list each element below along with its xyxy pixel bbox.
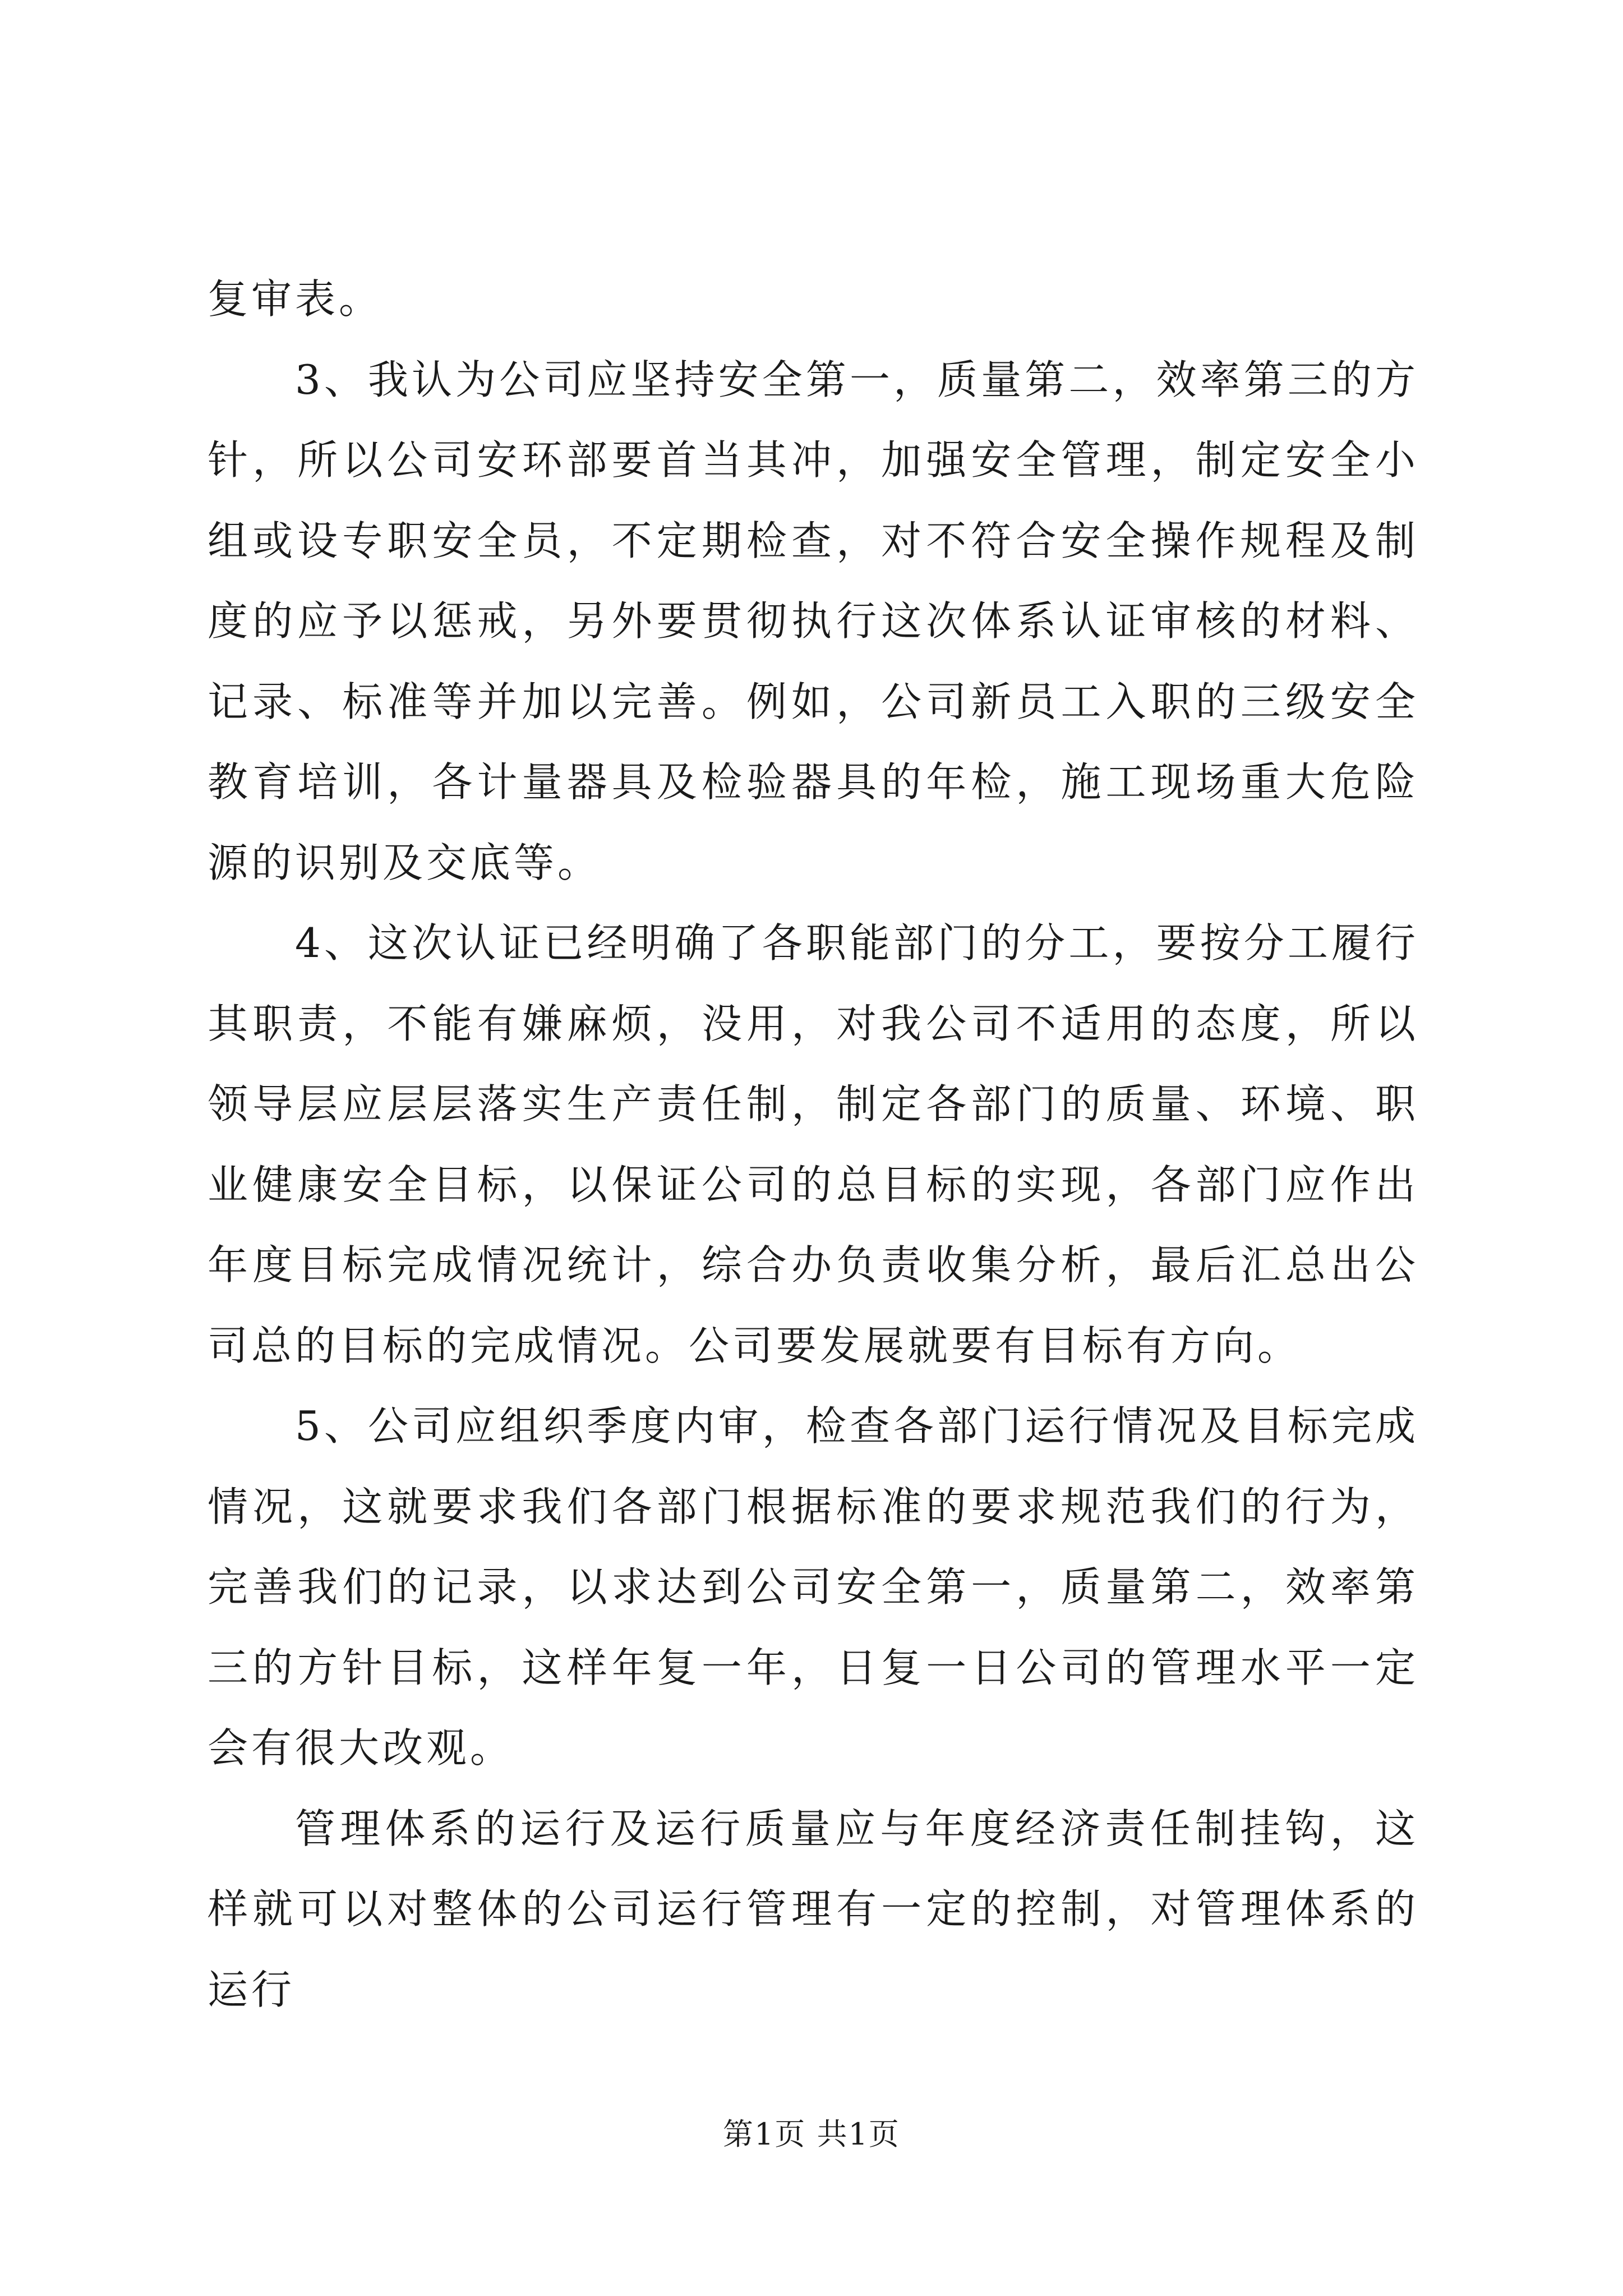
document-body xyxy=(208,259,1419,2030)
paragraph-management-system: 管理体系的运行及运行质量应与年度经济责任制挂钩，这样就可以对整体的公司运行管理有一定的控制，对管理体系的运行 xyxy=(208,1805,1419,2013)
paragraph-item-4: 4、这次认证已经明确了各职能部门的分工，要按分工履行其职责，不能有嫌麻烦，没用，对我公司不适用的态度，所以领导层应层层落实生产责任制，制定各部门的质量、环境、职业健康安全目标，以保证公司的总目标的实现，各部门应作出年度目标完成情况统计，综合办负责收集分析，最后汇总出公司总的目标的完成情况。公司要发展就要有目标有方向。 xyxy=(208,919,1419,1369)
page-number-footer: 第1页 共1页 xyxy=(723,2116,900,2152)
paragraph-item-5: 5、公司应组织季度内审，检查各部门运行情况及目标完成情况，这就要求我们各部门根据标准的要求规范我们的行为，完善我们的记录，以求达到公司安全第一，质量第二，效率第三的方针目标，这样年复一年，日复一日公司的管理水平一定会有很大改观。 xyxy=(208,1402,1419,1772)
paragraph-continuation: 复审表。 xyxy=(208,275,383,323)
paragraph-item-3: 3、我认为公司应坚持安全第一，质量第二，效率第三的方针，所以公司安环部要首当其冲，加强安全管理，制定安全小组或设专职安全员，不定期检查，对不符合安全操作规程及制度的应予以惩戒，另外要贯彻执行这次体系认证审核的材料、记录、标准等并加以完善。例如，公司新员工入职的三级安全教育培训，各计量器具及检验器具的年检，施工现场重大危险源的识别及交底等。 xyxy=(208,356,1419,886)
